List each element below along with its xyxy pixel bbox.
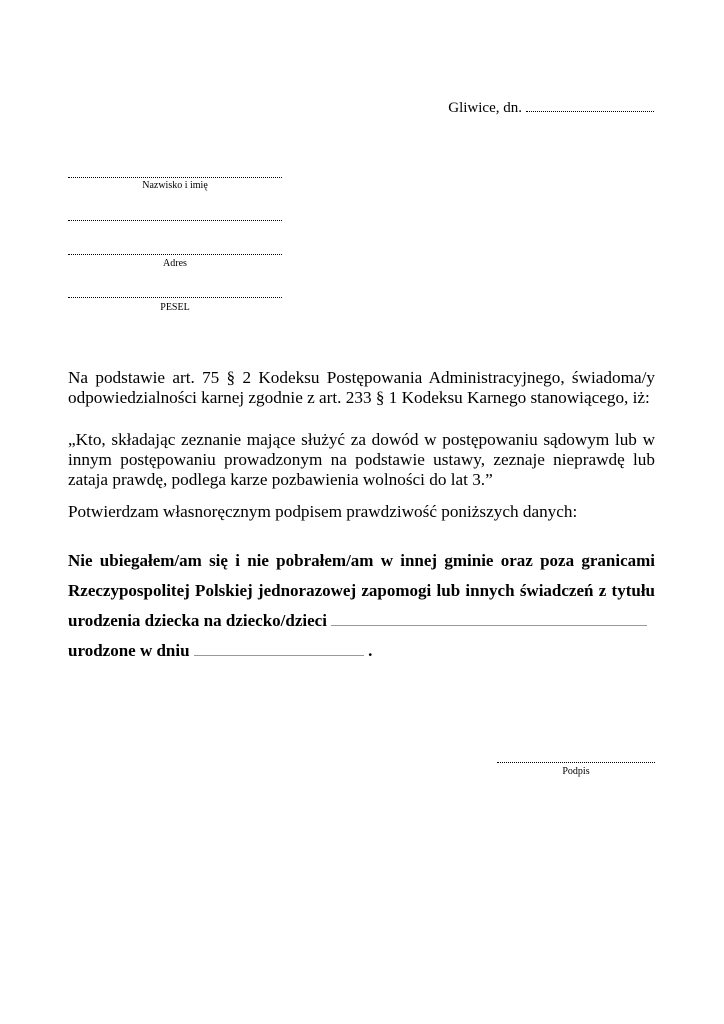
name-label: Nazwisko i imię — [142, 180, 208, 191]
declaration-line-4 — [68, 636, 655, 666]
pesel-label: PESEL — [160, 302, 190, 313]
address-field-line-2[interactable] — [68, 254, 282, 255]
declaration-line-3 — [68, 606, 655, 636]
pesel-field[interactable] — [68, 297, 282, 298]
signature-field[interactable] — [497, 762, 655, 763]
name-field[interactable] — [68, 177, 282, 178]
intro-paragraph: Na podstawie art. 75 § 2 Kodeksu Postępowania Administracyjnego, świadoma/y odpowiedzialności karnej zgodnie z art. 233 § 1 Kodeksu Karnego stanowiącego, iż: — [68, 368, 655, 407]
address-field-line-1[interactable] — [68, 220, 282, 221]
quote-paragraph: „Kto, składając zeznanie mające służyć za dowód w postępowaniu sądowym lub w innym postępowaniu prowadzonym na podstawie ustawy, zeznaje nieprawdę lub zataja prawdę, podlega karze pozbawienia wolności do lat 3.” — [68, 430, 655, 489]
birth-date-label: urodzone w dniu — [68, 641, 190, 660]
date-field[interactable] — [526, 101, 654, 112]
declaration-line-2: Rzeczypospolitej Polskiej jednorazowej zapomogi lub innych świadczeń z tytułu — [68, 581, 655, 600]
declaration-block — [68, 546, 655, 666]
address-label: Adres — [163, 258, 187, 269]
declaration-line-1: Nie ubiegałem/am się i nie pobrałem/am w innej gminie oraz poza granicami — [68, 551, 655, 570]
confirm-paragraph: Potwierdzam własnoręcznym podpisem prawdziwość poniższych danych: — [68, 502, 578, 521]
signature-label: Podpis — [562, 766, 590, 777]
end-period: . — [368, 641, 373, 660]
place-date-line — [0, 98, 654, 118]
place-date-label: Gliwice, dn. — [448, 100, 522, 116]
children-field[interactable] — [331, 611, 647, 626]
children-label: urodzenia dziecka na dziecko/dzieci — [68, 611, 327, 630]
birth-date-field[interactable] — [194, 641, 364, 656]
